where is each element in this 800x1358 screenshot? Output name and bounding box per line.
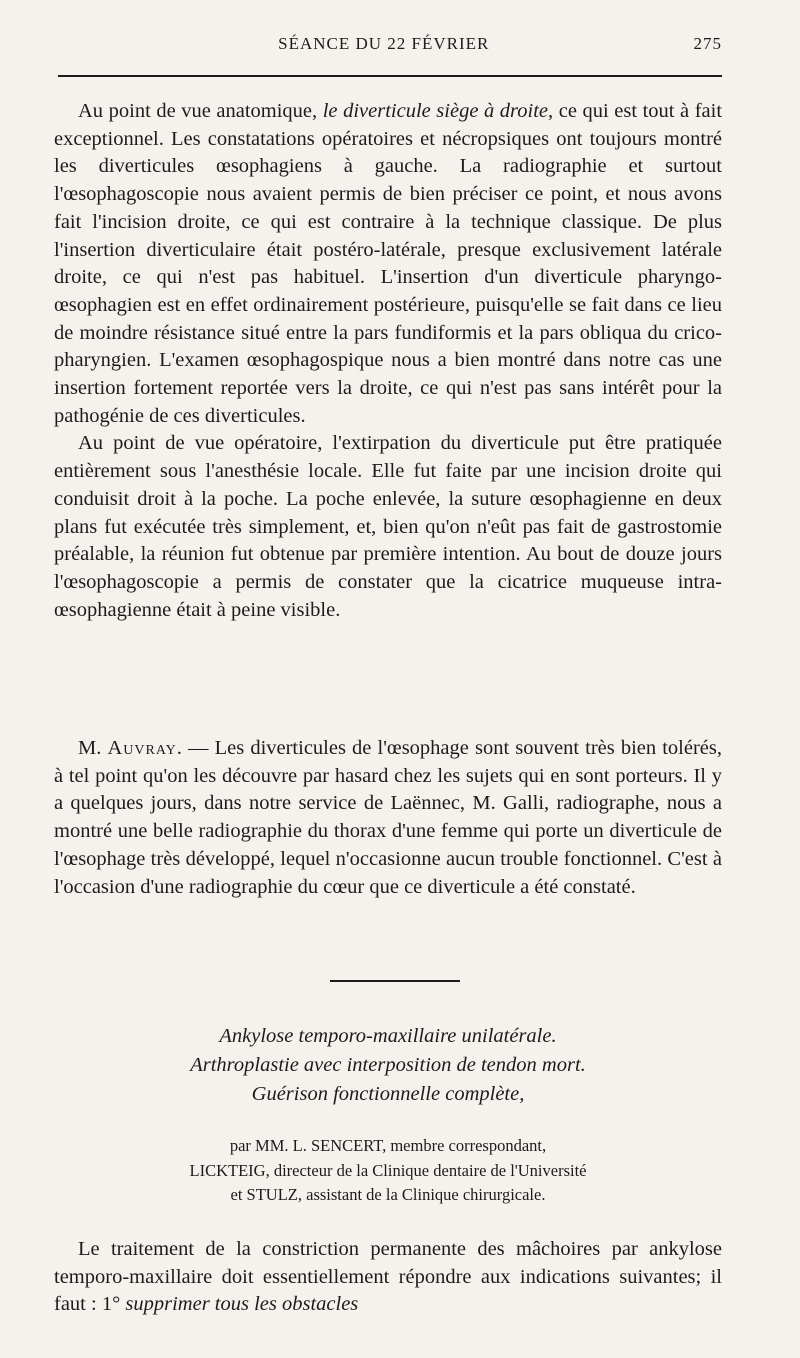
speaker-name: Auvray [107, 737, 177, 759]
paragraph-anatomy-rest: , ce qui est tout à fait exceptionnel. Les constatations opératoires et nécropsiques ont toujours montré les diverticules œsophagiens à gauche. La radiographie et surtout l'œsophagoscopie nous avaient permis de bien préciser ce point, et nous avons fait l'incision droite, ce qui est contraire à la technique classique. De plus l'insertion diverticulaire était postéro-latérale, presque exclusivement latérale droite, ce qui n'est pas habituel. L'insertion d'un diverticule pharyngo-œsophagien est en effet ordinairement postérieure, puisqu'elle se fait dans ce lieu de moindre résistance situé entre la pars fundiformis et la pars obliqua du crico-pharyngien. L'examen œsophagospique nous a bien montré dans notre cas une insertion fortement reportée vers la droite, ce qui n'est pas sans intérêt pour la pathogénie de ces diverticules. [54, 100, 723, 427]
running-header [54, 34, 722, 54]
article-authors [54, 1134, 722, 1208]
treatment-emphasis: supprimer tous les obstacles [125, 1293, 359, 1316]
running-title: SÉANCE DU 22 FÉVRIER [278, 34, 490, 53]
article-title-line-2: Arthroplastie avec interposition de tendon mort. [190, 1054, 586, 1076]
article-title-line-1: Ankylose temporo-maxillaire unilatérale. [219, 1025, 557, 1047]
paragraph-anatomy [54, 98, 722, 430]
discussion-text [54, 98, 722, 624]
header-rule [58, 75, 722, 77]
authors-line-1: par MM. L. SENCERT, membre correspondant, [229, 1136, 547, 1155]
section-separator [330, 980, 460, 982]
paragraph-anatomy-start: Au point de vue anatomique, [78, 100, 323, 122]
article-title [54, 1022, 722, 1109]
paragraph-auvray [54, 735, 722, 901]
article-title-line-3: Guérison fonctionnelle complète, [251, 1083, 525, 1105]
paragraph-operative: Au point de vue opératoire, l'extirpation du diverticule put être pratiquée entièrement sous l'anesthésie locale. Elle fut faite par une incision droite qui conduisit droit à la poche. La poche enlevée, la suture œsophagienne en deux plans fut exécutée très simplement, et, bien qu'on n'eût pas fait de gastrostomie préalable, la réunion fut obtenue par première intention. Au bout de douze jours l'œsophagoscopie a permis de constater que la cicatrice muqueuse intra-œsophagienne était à peine visible. [54, 432, 722, 621]
speaker-prefix: M. [78, 737, 108, 759]
authors-line-2: LICKTEIG, directeur de la Clinique dentaire de l'Université [189, 1160, 587, 1180]
article-body [54, 1236, 722, 1319]
auvray-text: . — Les diverticules de l'œsophage sont souvent très bien tolérés, à tel point qu'on les découvre par hasard chez les sujets qui en sont porteurs. Il y a quelques jours, dans notre service de Laënnec, M. Galli, radiographe, nous a montré une belle radiographie du thorax d'une femme qui porte un diverticule de l'œsophage très développé, lequel n'occasionne aucun trouble fonctionnel. C'est à l'occasion d'une radiographie du cœur que ce diverticule a été constaté. [54, 737, 723, 898]
paragraph-treatment [54, 1236, 722, 1319]
paragraph-anatomy-emphasis: le diverticule siège à droite [322, 100, 549, 122]
auvray-remark [54, 735, 722, 901]
authors-line-3: et STULZ, assistant de la Clinique chirurgicale. [230, 1185, 546, 1204]
treatment-text: Le traitement de la constriction permanente des mâchoires par ankylose temporo-maxillaire doit essentiellement répondre aux indications suivantes; il faut : 1° [54, 1238, 722, 1316]
page-number: 275 [693, 34, 722, 53]
